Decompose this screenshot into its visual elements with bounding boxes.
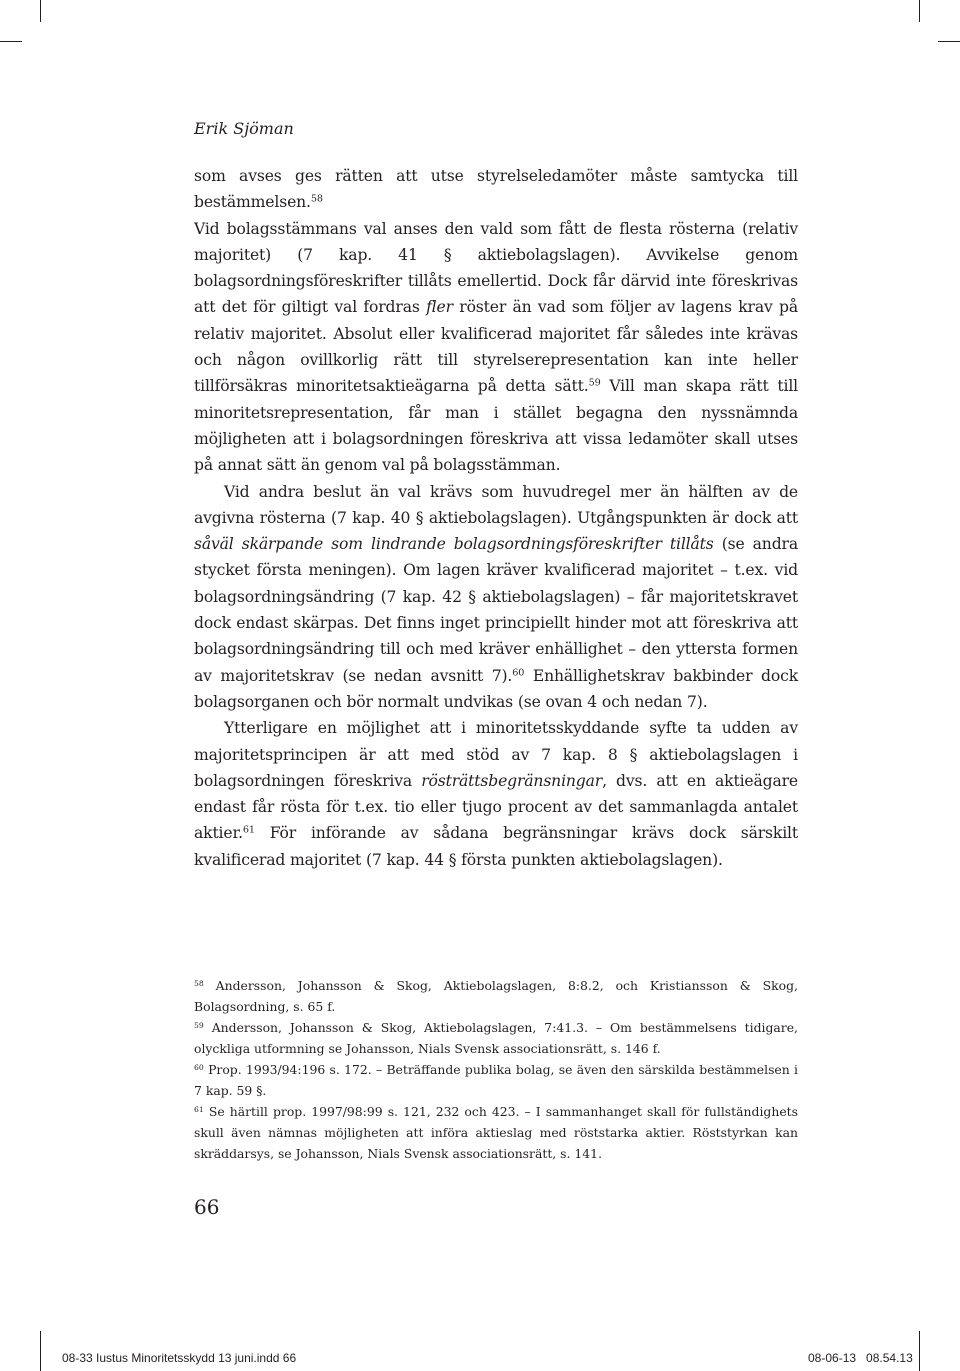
paragraph-text: Vid andra beslut än val krävs som huvudregel mer än hälften av de avgivna rösterna (7 kap. 40 § aktiebolagslagen). Utgångspunkten är dock att — [194, 482, 798, 527]
paragraph-text: (se andra stycket första meningen). Om lagen kräver kvalificerad majoritet – t.ex. vid bolagsordningsändring (7 kap. 42 § aktiebolagslagen) – får majoritetskravet dock endast skärpas. Det finns inget principiellt hinder mot att föreskriva att bolagsordningsändring till och med kräver enhällighet – den yttersta formen av majoritetskrav (se nedan avsnitt 7). — [194, 535, 798, 685]
footnote-ref: 60 — [512, 667, 525, 679]
footnote-text: Se härtill prop. 1997/98:99 s. 121, 232 och 423. – I sammanhanget skall för fullständighets skull även nämnas möjligheten att införa aktieslag med röststarka aktier. Röststyrkan kan skräddarsys, se Johansson, Nials Svensk associationsrätt, s. 141. — [194, 1104, 798, 1161]
slug-datetime: 08-06-13 08.54.13 — [808, 1351, 913, 1365]
paragraph-1 — [194, 163, 798, 216]
page-number: 66 — [194, 1195, 220, 1219]
paragraph-4 — [194, 715, 798, 873]
crop-mark — [40, 0, 41, 22]
footnote — [194, 975, 798, 1017]
paragraph-text: Ytterligare en möjlighet att i minoritetsskyddande syfte ta udden av majoritetsprincipen är att med stöd av 7 kap. 8 § aktiebolagslagen i bolagsordningen föreskriva — [194, 719, 798, 790]
emphasis: fler — [426, 298, 453, 317]
emphasis: såväl skärpande som lindrande bolagsordningsföreskrifter tillåts — [194, 535, 714, 554]
paragraph-text: Vill man skapa rätt till minoritetsrepresentation, får man i stället begagna den nyssnämnda möjligheten att i bolagsordningen föreskriva att vissa ledamöter skall utses på annat sätt än genom val på bolagsstämman. — [194, 377, 798, 475]
footnote-ref: 61 — [242, 825, 255, 837]
paragraph-text: Vid bolagsstämmans val anses den vald som fått de flesta rösterna (relativ majoritet) (7 kap. 41 § aktiebolagslagen). Avvikelse genom bolagsordningsföreskrifter tillåts emellertid. Dock får därvid inte föreskrivas att det för giltigt val fordras — [194, 219, 798, 317]
running-head: Erik Sjöman — [194, 119, 294, 138]
crop-mark — [919, 1331, 920, 1371]
paragraph-text: röster än vad som följer av lagens krav på relativ majoritet. Absolut eller kvalificerad majoritet får således inte krävas och någon ovillkorlig rätt till styrelserepresentation kan inte heller tillförsäkras minoritetsaktieägarna på detta sätt. — [194, 298, 798, 396]
body-text — [194, 163, 798, 873]
paragraph-3 — [194, 479, 798, 716]
footnote-ref: 59 — [588, 378, 601, 390]
paragraph-text: Enhällighetskrav bakbinder dock bolagsorganen och bör normalt undvikas (se ovan 4 och nedan 7). — [194, 666, 798, 711]
footnote-number: 61 — [194, 1104, 204, 1114]
crop-mark — [0, 41, 22, 42]
paragraph-text: För införande av sådana begränsningar krävs dock särskilt kvalificerad majoritet (7 kap. 44 § första punkten aktiebolagslagen). — [194, 824, 798, 869]
footnote-number: 59 — [194, 1020, 204, 1030]
crop-mark — [938, 41, 960, 42]
slug-filename: 08-33 Iustus Minoritetsskydd 13 juni.indd 66 — [62, 1351, 297, 1365]
footnote-number: 58 — [194, 978, 204, 988]
emphasis: rösträttsbegränsningar — [421, 771, 603, 790]
crop-mark — [919, 0, 920, 22]
paragraph-text: som avses ges rätten att utse styrelseledamöter måste samtycka till bestämmelsen. — [194, 167, 798, 212]
footnote — [194, 1059, 798, 1101]
footnote — [194, 1101, 798, 1164]
footnote-number: 60 — [194, 1062, 204, 1072]
footnote-ref: 58 — [310, 193, 323, 205]
footnote-text: Andersson, Johansson & Skog, Aktiebolagslagen, 8:8.2, och Kristiansson & Skog, Bolagsordning, s. 65 f. — [194, 978, 798, 1014]
crop-mark — [40, 1331, 41, 1371]
paragraph-text: , dvs. att en aktieägare endast får rösta för t.ex. tio eller tjugo procent av det sammanlagda antalet aktier. — [194, 771, 798, 843]
footnote-text: Andersson, Johansson & Skog, Aktiebolagslagen, 7:41.3. – Om bestämmelsens tidigare, olyckliga utformning se Johansson, Nials Svensk associationsrätt, s. 146 f. — [194, 1020, 798, 1056]
footnotes — [194, 975, 798, 1164]
footnote — [194, 1017, 798, 1059]
footnote-text: Prop. 1993/94:196 s. 172. – Beträffande publika bolag, se även den särskilda bestämmelsen i 7 kap. 59 §. — [194, 1062, 798, 1098]
paragraph-2 — [194, 216, 798, 479]
